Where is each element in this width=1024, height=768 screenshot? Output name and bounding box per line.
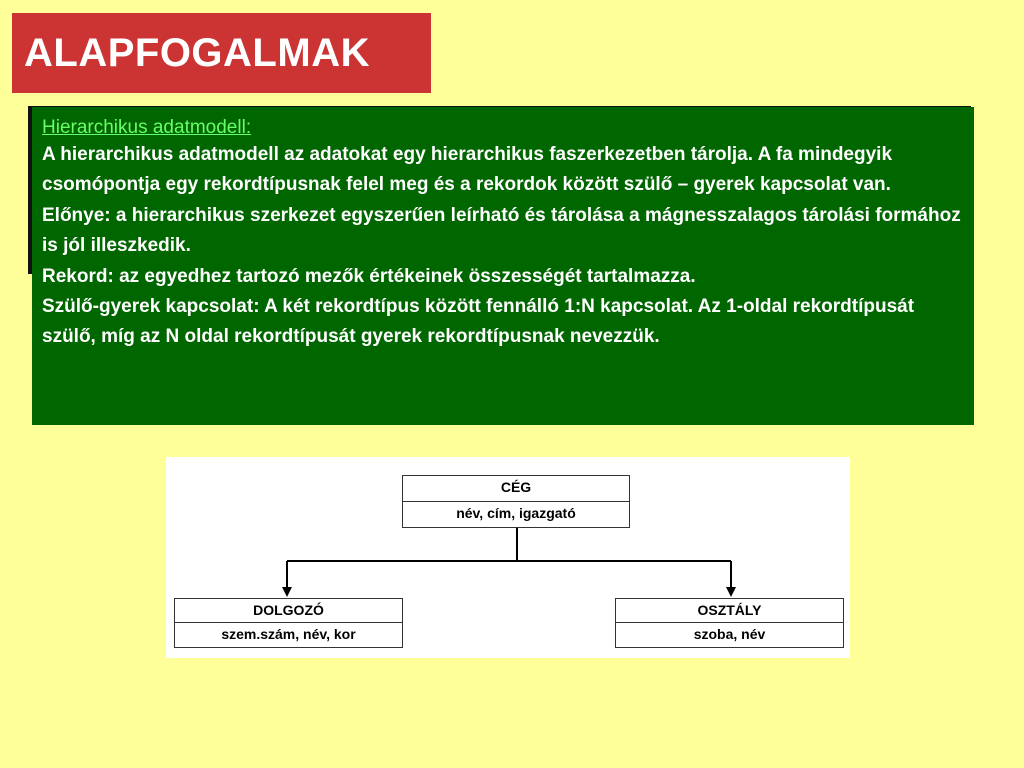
title-box [12,13,431,93]
paragraph-definition: A hierarchikus adatmodell az adatokat egy hierarchikus faszerkezetben tárolja. A fa mindegyik csomópontja egy rekordtípusnak felel meg és a rekordok között szülő – gyerek kapcsolat van. [42,144,893,196]
record-name: CÉG [403,476,629,502]
record-type-osztaly [615,598,844,648]
record-type-dolgozo [174,598,403,648]
record-name: OSZTÁLY [616,599,843,623]
hierarchy-diagram [166,457,850,658]
record-fields: szoba, név [693,626,766,642]
record-fields: szem.szám, név, kor [221,626,356,642]
record-fields: név, cím, igazgató [456,504,576,521]
record-name: DOLGOZÓ [175,599,402,623]
paragraph-record: Rekord: az egyedhez tartozó mezők értékeinek összességét tartalmazza. [42,265,696,287]
paragraph-advantage: Előnye: a hierarchikus szerkezet egyszerűen leírható és tárolása a mágnesszalagos tárolási formához is jól illeszkedik. [42,204,961,257]
section-heading: Hierarchikus adatmodell: [42,117,252,138]
paragraph-parent-child: Szülő-gyerek kapcsolat: A két rekordtípus között fennálló 1:N kapcsolat. Az 1-oldal rekordtípusát szülő, míg az N oldal rekordtípusát gyerek rekordtípusnak nevezzük. [42,296,915,348]
content-box [32,107,974,425]
record-type-ceg [402,475,630,528]
slide-title: ALAPFOGALMAK [24,30,370,75]
